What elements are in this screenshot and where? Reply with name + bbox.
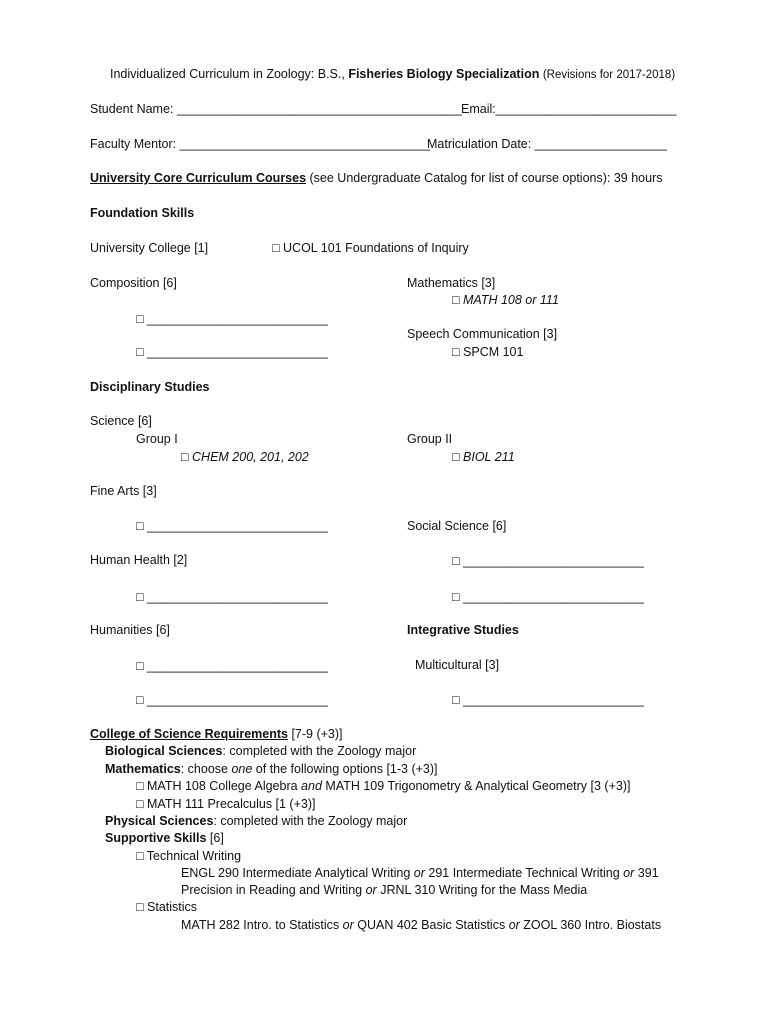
stats-c: ZOOL 360 Intro. Biostats — [519, 918, 662, 932]
math-option-1-checkbox[interactable] — [136, 778, 630, 794]
composition-label: Composition [6] — [90, 276, 177, 290]
math-requirement-line — [105, 761, 438, 777]
college-heading — [90, 726, 343, 742]
tech-l1-or-1: or — [413, 866, 425, 880]
stats-a: MATH 282 Intro. to Statistics — [181, 918, 343, 932]
matriculation-date-field[interactable]: Matriculation Date: ___________________ — [427, 137, 667, 151]
stats-b: QUAN 402 Basic Statistics — [353, 918, 509, 932]
core-heading — [90, 170, 663, 186]
math-req-text-a: : choose — [180, 762, 232, 776]
composition-blank-1[interactable]: □ __________________________ — [136, 312, 328, 326]
social-science-label: Social Science [6] — [407, 519, 507, 533]
group-1-label: Group I — [136, 432, 178, 446]
multicultural-blank[interactable]: □ __________________________ — [452, 693, 644, 707]
human-health-label: Human Health [2] — [90, 553, 188, 567]
humanities-blank-2[interactable]: □ __________________________ — [136, 693, 328, 707]
math-option-2-checkbox[interactable]: □ MATH 111 Precalculus [1 (+3)] — [136, 797, 316, 811]
statistics-options-line — [181, 917, 661, 933]
tech-writing-options-line-1 — [181, 865, 659, 881]
tech-writing-options-line-2 — [181, 882, 587, 898]
math-opt1-a: □ MATH 108 College Algebra — [136, 779, 302, 793]
stats-or-2: or — [508, 918, 520, 932]
chem-course-checkbox[interactable]: □ CHEM 200, 201, 202 — [181, 450, 309, 464]
human-health-blank[interactable]: □ __________________________ — [136, 590, 328, 604]
college-heading-title: College of Science Requirements — [90, 727, 288, 741]
tech-l1-c: 391 — [634, 866, 659, 880]
phys-sciences-text: : completed with the Zoology major — [213, 814, 408, 828]
mathematics-label: Mathematics [3] — [407, 276, 496, 290]
statistics-checkbox[interactable]: □ Statistics — [136, 900, 198, 914]
faculty-mentor-field[interactable]: Faculty Mentor: ____________________________________ — [90, 137, 430, 151]
math-opt1-and: and — [301, 779, 322, 793]
bio-sciences-text: : completed with the Zoology major — [222, 744, 417, 758]
fine-arts-label: Fine Arts [3] — [90, 484, 157, 498]
humanities-label: Humanities [6] — [90, 623, 170, 637]
social-science-blank-2[interactable]: □ __________________________ — [452, 590, 644, 604]
speech-label: Speech Communication [3] — [407, 327, 558, 341]
social-science-blank-1[interactable]: □ __________________________ — [452, 554, 644, 568]
bio-sciences-line — [105, 743, 416, 759]
technical-writing-checkbox[interactable]: □ Technical Writing — [136, 849, 242, 863]
biol-211-checkbox[interactable]: □ BIOL 211 — [452, 450, 515, 464]
humanities-blank-1[interactable]: □ __________________________ — [136, 659, 328, 673]
science-label: Science [6] — [90, 414, 152, 428]
supportive-skills-hours: [6] — [206, 831, 224, 845]
tech-l2-b: JRNL 310 Writing for the Mass Media — [376, 883, 588, 897]
tech-l2-or: or — [365, 883, 377, 897]
math-opt1-b: MATH 109 Trigonometry & Analytical Geometry [3 (+3)] — [321, 779, 631, 793]
core-heading-note: (see Undergraduate Catalog for list of course options): 39 hours — [306, 171, 663, 185]
bio-sciences-label: Biological Sciences — [105, 744, 223, 758]
document-title — [110, 66, 675, 83]
disciplinary-heading: Disciplinary Studies — [90, 380, 210, 394]
multicultural-label: Multicultural [3] — [415, 658, 500, 672]
supportive-skills-label: Supportive Skills — [105, 831, 207, 845]
ucol-101-checkbox[interactable]: □ UCOL 101 Foundations of Inquiry — [272, 241, 469, 255]
integrative-heading: Integrative Studies — [407, 623, 519, 637]
math-course-checkbox[interactable]: □ MATH 108 or 111 — [452, 293, 559, 307]
math-req-one: one — [231, 762, 253, 776]
supportive-skills-line — [105, 830, 224, 846]
spcm-101-checkbox[interactable]: □ SPCM 101 — [452, 345, 524, 359]
foundation-heading: Foundation Skills — [90, 206, 195, 220]
core-heading-title: University Core Curriculum Courses — [90, 171, 307, 185]
tech-l1-or-2: or — [623, 866, 635, 880]
title-prefix: Individualized Curriculum in Zoology: B.S., — [110, 67, 349, 81]
math-req-label: Mathematics — [105, 762, 181, 776]
email-field[interactable]: Email:__________________________ — [461, 102, 677, 116]
phys-sciences-label: Physical Sciences — [105, 814, 214, 828]
group-2-label: Group II — [407, 432, 453, 446]
composition-blank-2[interactable]: □ __________________________ — [136, 345, 328, 359]
student-name-field[interactable]: Student Name: _________________________________________ — [90, 102, 462, 116]
phys-sciences-line — [105, 813, 407, 829]
title-specialization: Fisheries Biology Specialization — [348, 67, 540, 81]
college-hours: [7-9 (+3)] — [287, 727, 343, 741]
univ-college-label: University College [1] — [90, 241, 209, 255]
fine-arts-blank[interactable]: □ __________________________ — [136, 519, 328, 533]
tech-l1-a: ENGL 290 Intermediate Analytical Writing — [181, 866, 414, 880]
math-req-text-b: of the following options [1-3 (+3)] — [252, 762, 438, 776]
tech-l1-b: 291 Intermediate Technical Writing — [424, 866, 624, 880]
stats-or-1: or — [342, 918, 354, 932]
tech-l2-a: Precision in Reading and Writing — [181, 883, 366, 897]
title-revision: (Revisions for 2017-2018) — [542, 69, 676, 81]
